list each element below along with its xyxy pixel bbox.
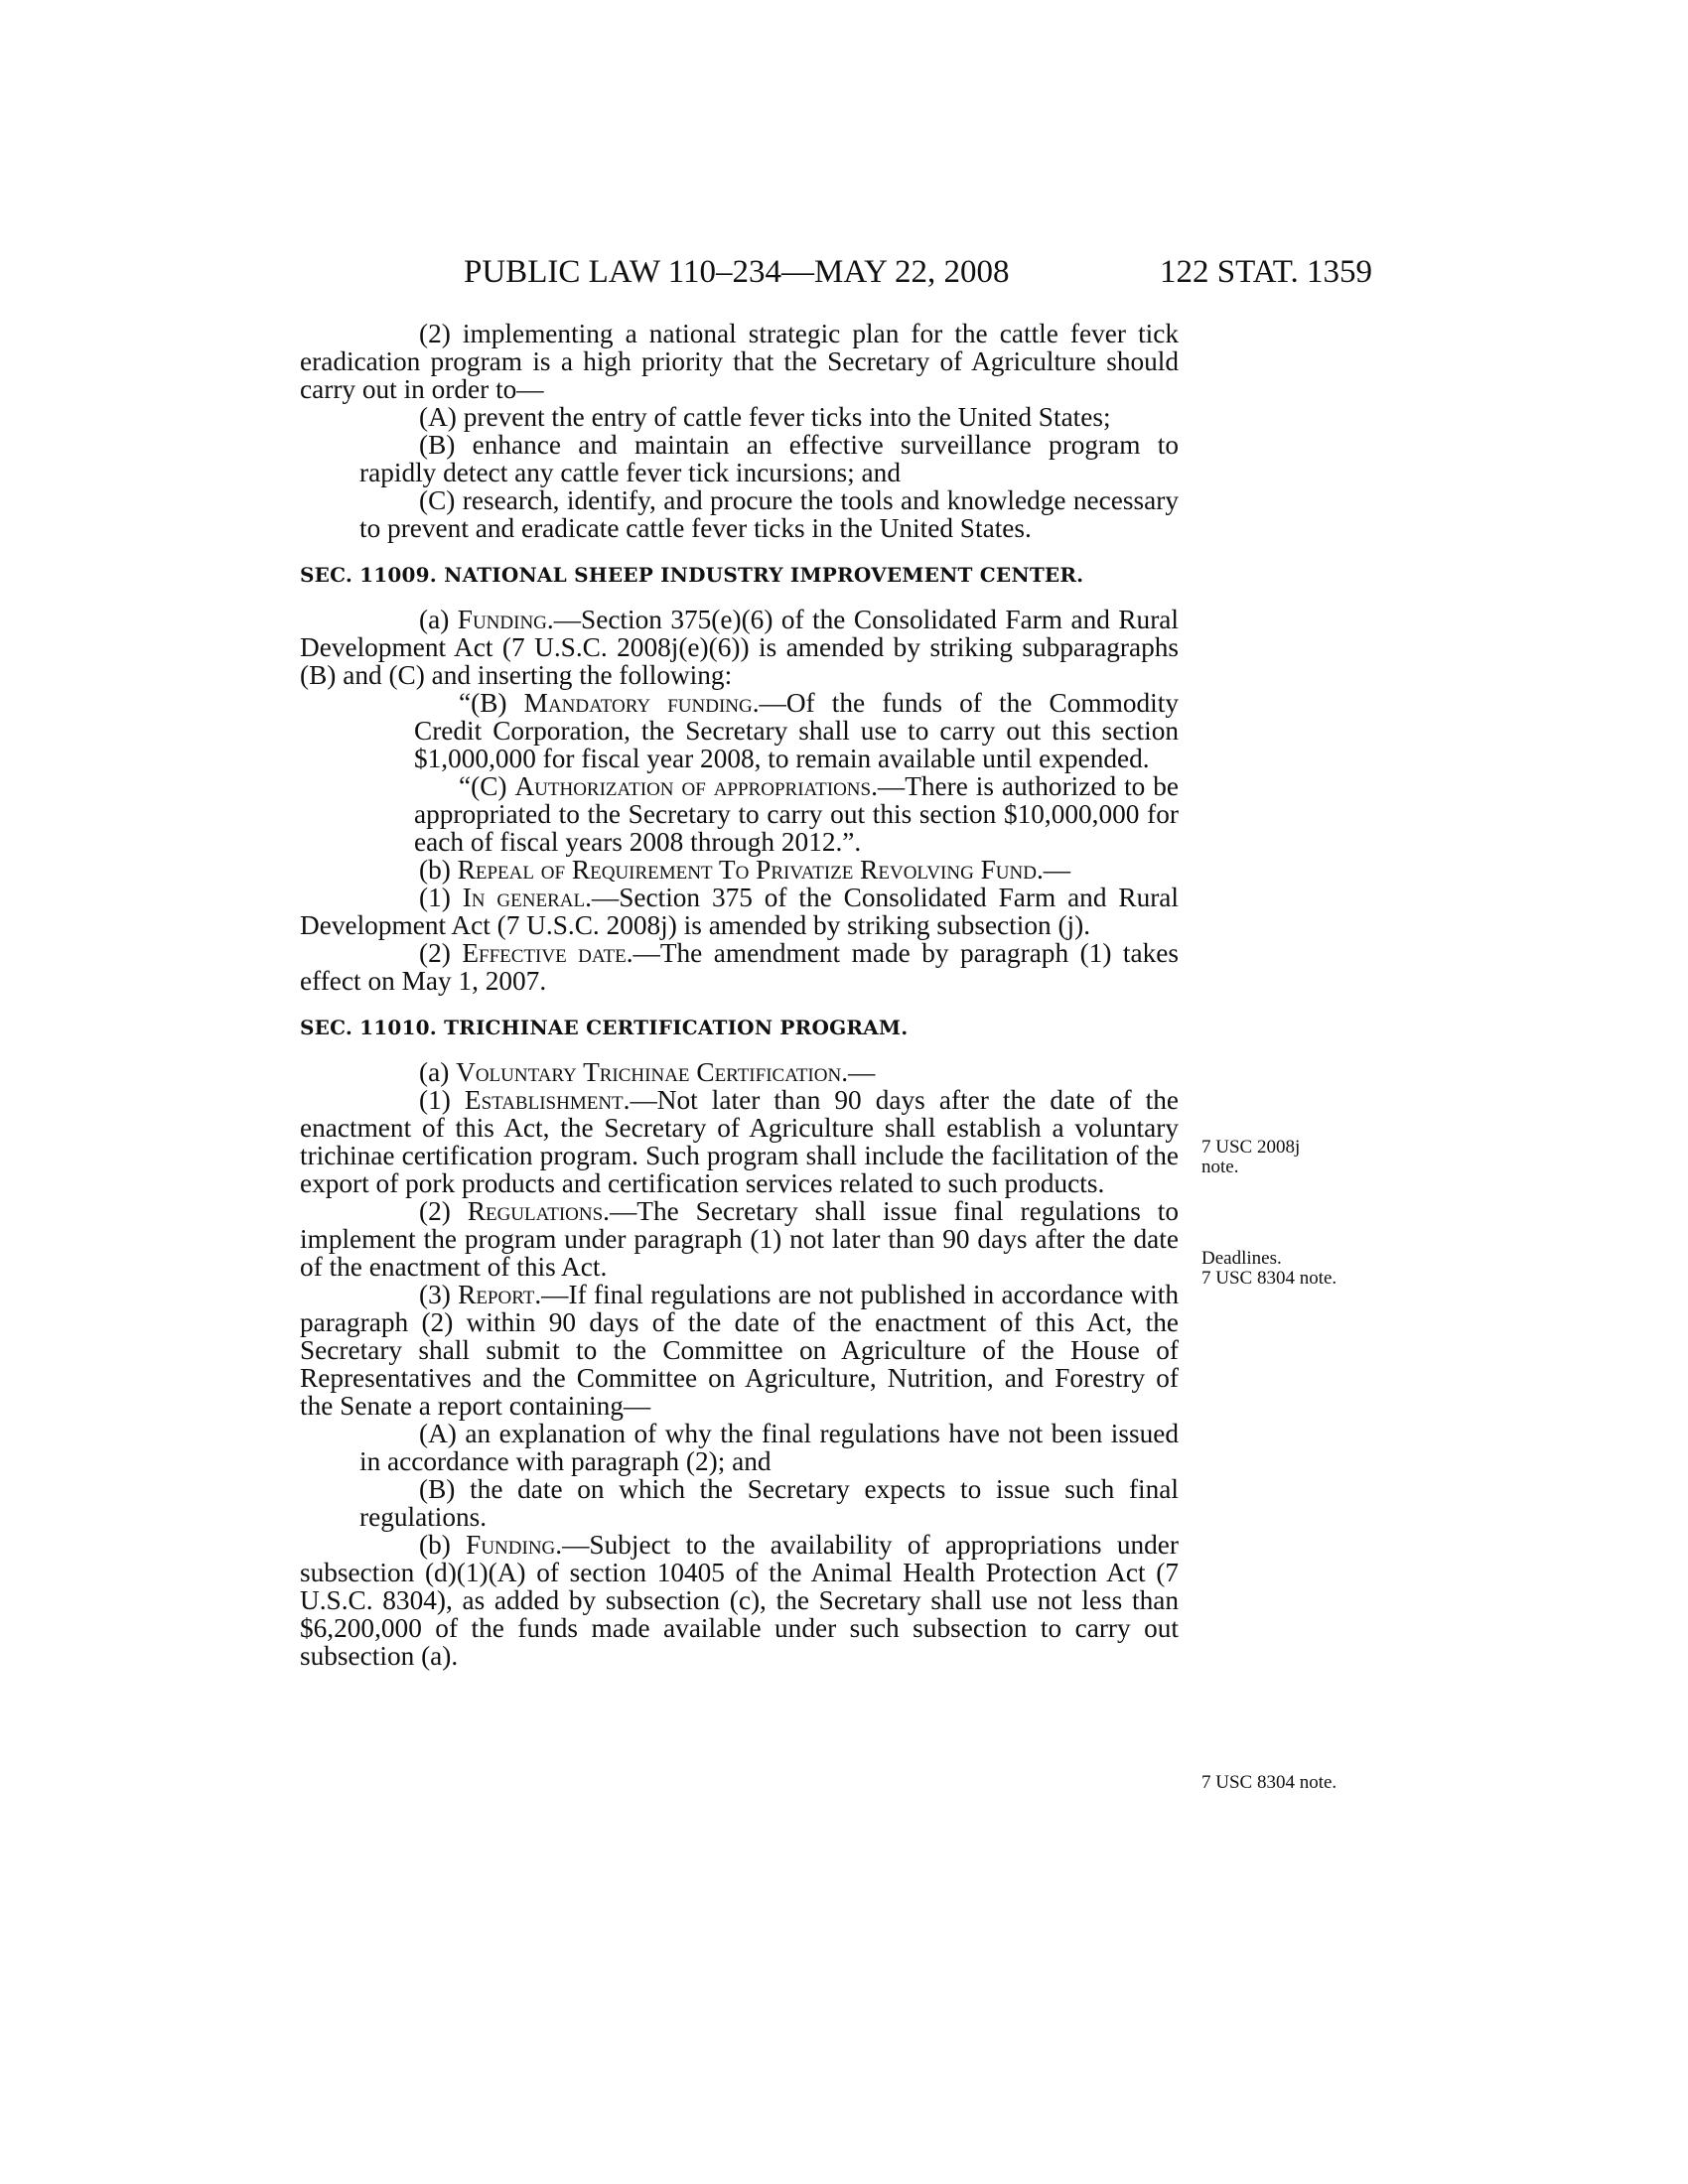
- section-11009-heading: SEC. 11009. NATIONAL SHEEP INDUSTRY IMPROVEMENT CENTER.: [300, 563, 1084, 587]
- margin-note-usc-2008j: 7 USC 2008j note.: [1201, 1137, 1301, 1177]
- sec-11010-a-heading: Voluntary Trichinae Certification: [456, 1057, 842, 1087]
- sec-11010-b-heading: Funding: [466, 1530, 556, 1560]
- subparagraph-b: (B) enhance and maintain an effective surveillance program to rapidly detect any cattle fever tick incursions; and: [359, 430, 1179, 487]
- running-head: PUBLIC LAW 110–234—MAY 22, 2008: [464, 254, 1010, 290]
- sec-11009-b1-heading: In general: [462, 883, 586, 912]
- sec-11009-b2-heading: Effective date: [462, 938, 627, 968]
- section-11010-heading: SEC. 11010. TRICHINAE CERTIFICATION PROGRAM.: [300, 1016, 909, 1039]
- quoted-b-heading: Mandatory funding: [523, 688, 753, 718]
- sec-11010-a: (a) Voluntary Trichinae Certification.—: [419, 1057, 876, 1087]
- sec-11009-b1: (1) In general.—Section 375 of the Consolidated Farm and Rural Development Act (7 U.S.C. 2008j) is amended by striking subsection (j).: [300, 883, 1180, 940]
- page-header: [300, 252, 1372, 292]
- sec-11009-b2: (2) Effective date.—The amendment made by paragraph (1) takes effect on May 1, 2007.: [300, 938, 1179, 996]
- sec-11009-b: (b) Repeal of Requirement To Privatize Revolving Fund.—: [419, 855, 1071, 885]
- sec-11009-b-heading: Repeal of Requirement To Privatize Revolving Fund: [457, 855, 1037, 885]
- statute-page-number: 122 STAT. 1359: [1159, 254, 1372, 290]
- quoted-c-heading: Authorization of appropriations: [514, 771, 872, 801]
- quoted-c: “(C) Authorization of appropriations.—There is authorized to be appropriated to the Secretary to carry out this section $10,000,000 for each of fiscal years 2008 through 2012.”.: [414, 771, 1180, 857]
- paragraph-2: (2) implementing a national strategic plan for the cattle fever tick eradication program is a high priority that the Secretary of Agriculture should carry out in order to—: [300, 319, 1179, 404]
- sec-11010-a2-heading: Regulations: [467, 1196, 604, 1226]
- sec-11009-a-heading: Funding: [457, 605, 547, 634]
- quoted-b: “(B) Mandatory funding.—Of the funds of the Commodity Credit Corporation, the Secretary shall use to carry out this section $1,000,000 for fiscal year 2008, to remain available until expended.: [414, 688, 1179, 773]
- sec-11010-a1: (1) Establishment.—Not later than 90 days after the date of the enactment of this Act, the Secretary of Agriculture shall establish a voluntary trichinae certification program. Such program shall include the facilitation of the export of pork products and certification services related to such products.: [300, 1085, 1179, 1198]
- subparagraph-c: (C) research, identify, and procure the tools and knowledge necessary to prevent and eradicate cattle fever ticks in the United States.: [359, 485, 1179, 543]
- margin-note-usc-8304: 7 USC 8304 note.: [1201, 1772, 1337, 1793]
- page-body: [300, 320, 1179, 1670]
- sec-11010-a1-heading: Establishment: [464, 1085, 624, 1115]
- sec-11009-a: (a) Funding.—Section 375(e)(6) of the Consolidated Farm and Rural Development Act (7 U.S.C. 2008j(e)(6)) is amended by striking subparagraphs (B) and (C) and inserting the following:: [300, 605, 1179, 690]
- sec-11010-b: (b) Funding.—Subject to the availability of appropriations under subsection (d)(1)(A) of section 10405 of the Animal Health Protection Act (7 U.S.C. 8304), as added by subsection (c), the Secretary shall use not less than $6,200,000 of the funds made available under such subsection to carry out subsection (a).: [300, 1530, 1180, 1671]
- sec-11010-a2: (2) Regulations.—The Secretary shall issue final regulations to implement the program under paragraph (1) not later than 90 days after the date of the enactment of this Act.: [300, 1196, 1179, 1282]
- sec-11010-a3-a: (A) an explanation of why the final regulations have not been issued in accordance with paragraph (2); and: [359, 1419, 1179, 1476]
- sec-11010-a3-b: (B) the date on which the Secretary expects to issue such final regulations.: [359, 1474, 1179, 1532]
- margin-note-deadlines: Deadlines. 7 USC 8304 note.: [1201, 1248, 1337, 1289]
- subparagraph-a: (A) prevent the entry of cattle fever ticks into the United States;: [419, 402, 1111, 432]
- sec-11010-a3: (3) Report.—If final regulations are not published in accordance with paragraph (2) within 90 days of the date of the enactment of this Act, the Secretary shall submit to the Committee on Agriculture of the House of Representatives and the Committee on Agriculture, Nutrition, and Forestry of the Senate a report containing—: [300, 1280, 1179, 1421]
- sec-11010-a3-heading: Report: [458, 1280, 535, 1309]
